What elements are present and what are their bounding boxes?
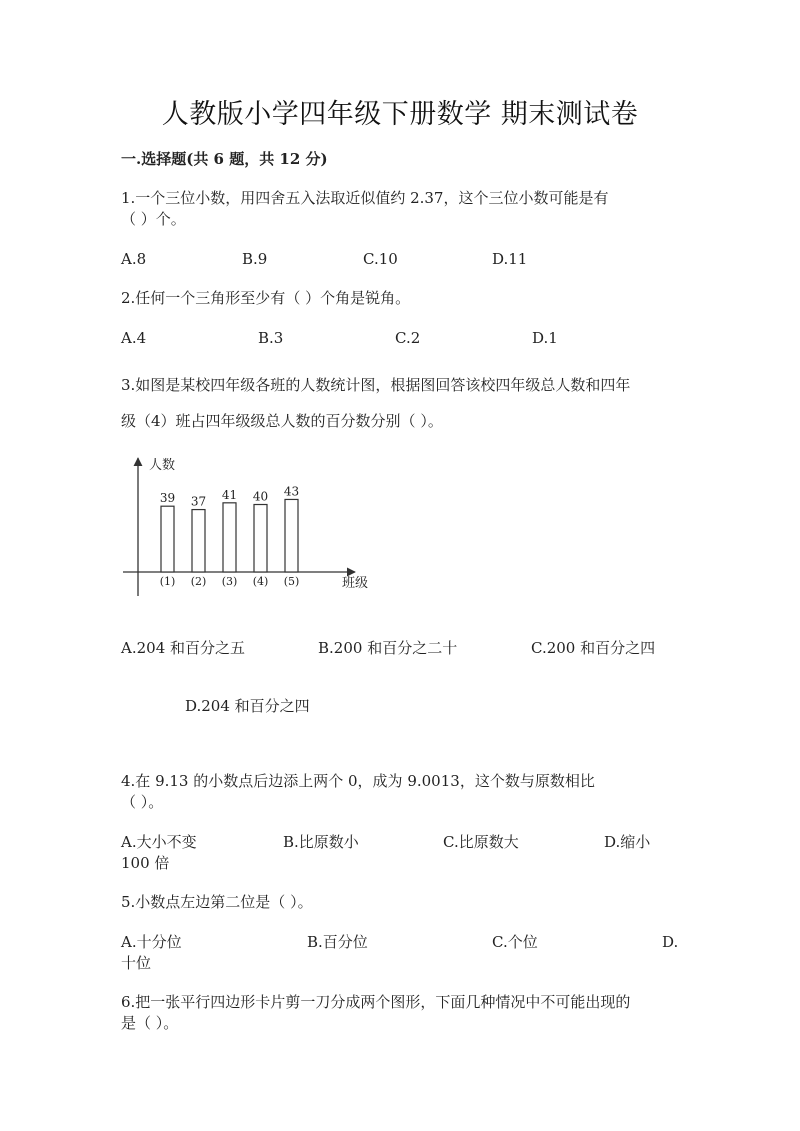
bar-1 <box>161 506 174 572</box>
q5-option-d-wrap: 十位 <box>121 954 152 972</box>
question-5-line1: 5.小数点左边第二位是（ ）。 <box>121 893 313 911</box>
bar-value-label-4: 40 <box>252 489 269 504</box>
bar-2 <box>192 510 205 572</box>
bar-value-label-3: 41 <box>221 487 238 502</box>
question-1-line1: 1.一个三位小数，用四舍五入法取近似值约 2.37，这个三位小数可能是有 <box>121 189 609 207</box>
question-5 <box>121 892 681 913</box>
question-3-line2: 级（4）班占四年级级总人数的百分数分别（ ）。 <box>121 412 443 430</box>
q2-option-d[interactable]: D.1 <box>532 329 558 347</box>
section-heading: 一.选择题(共 6 题，共 12 分) <box>121 150 328 168</box>
question-4-line2: （ ）。 <box>121 793 164 811</box>
q4-option-c[interactable]: C.比原数大 <box>443 833 519 851</box>
bar-value-label-2: 37 <box>190 494 207 509</box>
q3-option-a[interactable]: A.204 和百分之五 <box>121 639 245 657</box>
q4-option-d[interactable]: D.缩小 <box>604 833 651 851</box>
bar-4 <box>254 505 267 572</box>
q3-option-b[interactable]: B.200 和百分之二十 <box>318 639 458 657</box>
q4-option-a[interactable]: A.大小不变 <box>121 833 197 851</box>
q2-option-c[interactable]: C.2 <box>395 329 421 347</box>
q2-option-a[interactable]: A.4 <box>121 329 147 347</box>
question-2-line1: 2.任何一个三角形至少有（ ）个角是锐角。 <box>121 289 411 307</box>
question-6-line1: 6.把一张平行四边形卡片剪一刀分成两个图形，下面几种情况中不可能出现的 <box>121 993 631 1011</box>
x-axis-label: 班级 <box>342 576 369 591</box>
question-4 <box>121 771 681 813</box>
category-label-1: (1) <box>159 575 176 588</box>
question-1 <box>121 188 681 230</box>
q2-option-b[interactable]: B.3 <box>258 329 284 347</box>
question-3-line1: 3.如图是某校四年级各班的人数统计图，根据图回答该校四年级总人数和四年 <box>121 376 631 394</box>
bar-3 <box>223 503 236 572</box>
q4-option-d-wrap: 100 倍 <box>121 854 170 872</box>
category-label-5: (5) <box>283 575 300 588</box>
q5-option-d[interactable]: D. <box>662 933 679 951</box>
page-title: 人教版小学四年级下册数学 期末测试卷 <box>161 99 639 130</box>
q1-option-a[interactable]: A.8 <box>121 250 147 268</box>
q1-option-d[interactable]: D.11 <box>492 250 528 268</box>
q3-option-d[interactable]: D.204 和百分之四 <box>185 697 310 715</box>
bar-value-label-1: 39 <box>159 491 176 506</box>
bar-value-label-5: 43 <box>283 484 300 499</box>
question-3 <box>121 367 701 439</box>
category-label-3: (3) <box>221 575 238 588</box>
category-label-4: (4) <box>252 575 269 588</box>
question-1-line2: （ ）个。 <box>121 210 186 228</box>
y-axis-label: 人数 <box>149 458 176 473</box>
q5-option-b[interactable]: B.百分位 <box>307 933 368 951</box>
q1-option-c[interactable]: C.10 <box>363 250 398 268</box>
q4-option-b[interactable]: B.比原数小 <box>283 833 359 851</box>
category-label-2: (2) <box>190 575 207 588</box>
bar-5 <box>285 499 298 572</box>
class-size-bar-chart <box>115 448 385 598</box>
question-6-line2: 是（ ）。 <box>121 1014 179 1032</box>
question-4-line1: 4.在 9.13 的小数点后边添上两个 0，成为 9.0013，这个数与原数相比 <box>121 772 595 790</box>
q5-option-c[interactable]: C.个位 <box>492 933 538 951</box>
question-2 <box>121 288 681 309</box>
q3-option-c[interactable]: C.200 和百分之四 <box>531 639 656 657</box>
q1-option-b[interactable]: B.9 <box>242 250 268 268</box>
question-6 <box>121 992 681 1034</box>
q5-option-a[interactable]: A.十分位 <box>121 933 182 951</box>
